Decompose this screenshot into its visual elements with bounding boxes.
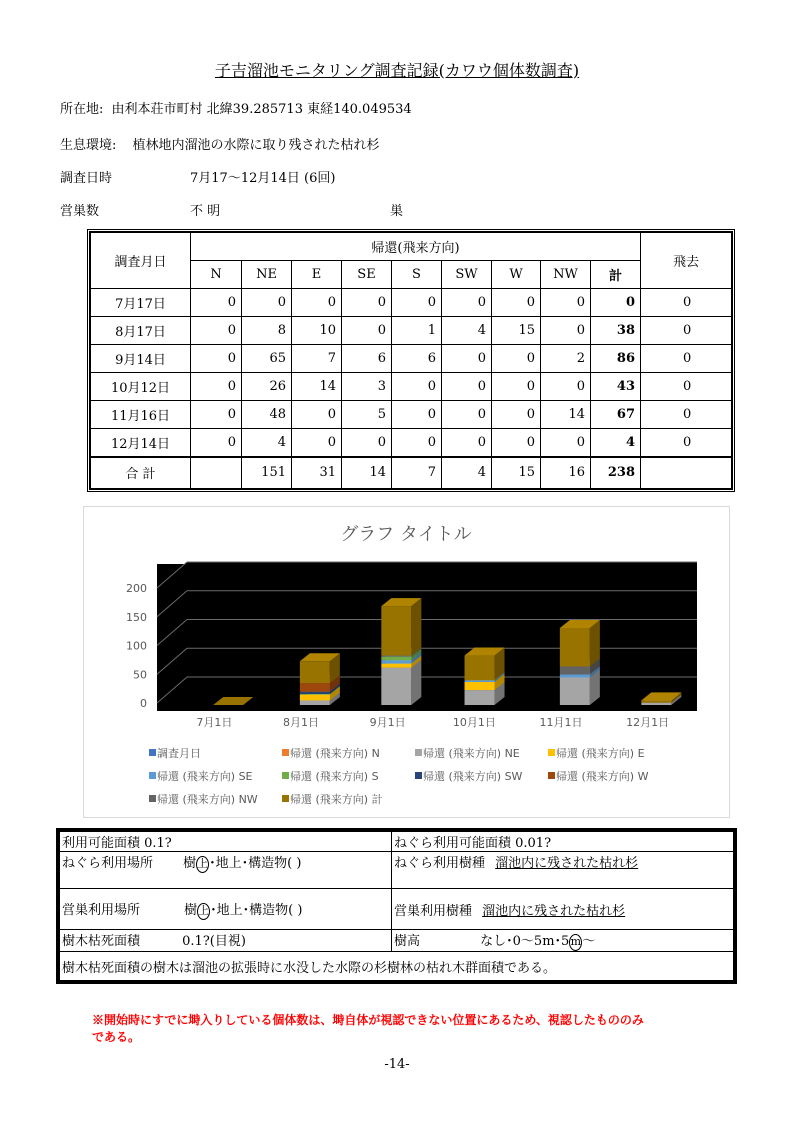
row-value: 0	[492, 401, 541, 429]
table-row	[91, 401, 732, 429]
nest-place-cell	[60, 889, 392, 930]
chart-x-tick-label: 10月1日	[452, 716, 496, 729]
habitat-line	[60, 134, 380, 153]
chart-bar-segment	[381, 668, 411, 705]
height-circled: m	[569, 934, 582, 951]
chart-x-tick-label: 11月1日	[539, 716, 583, 729]
footnote: ※開始時にすでに塒入りしている個体数は、塒自体が視認できない位置にあるため、視認したもののみである。	[92, 1013, 644, 1044]
location-value: 由利本荘市町村 北緯39.285713 東経140.049534	[111, 102, 412, 117]
roost-tree-value: 溜池内に残された枯れ杉	[495, 856, 639, 871]
chart-y-tick-label: 200	[126, 582, 147, 595]
chart-legend-swatch	[415, 772, 422, 779]
row-value: 0	[191, 401, 242, 429]
row-value: 0	[342, 429, 392, 457]
roost-tree-cell	[392, 852, 734, 889]
total-value: 15	[492, 457, 541, 489]
chart-bar-segment	[465, 680, 495, 682]
header-direction: NE	[242, 261, 292, 289]
height-cell	[392, 930, 734, 952]
row-value: 0	[191, 289, 242, 317]
nest-tree-label: 営巣利用樹種	[394, 903, 473, 919]
chart-bar-segment	[300, 700, 330, 705]
page-number: -14-	[384, 1057, 410, 1072]
chart-svg	[84, 507, 729, 817]
chart-legend-swatch	[548, 749, 555, 756]
chart-y-tick-label: 0	[140, 697, 147, 710]
chart-legend-swatch	[415, 749, 422, 756]
chart-x-tick-label: 9月1日	[369, 716, 406, 729]
chart-bar-segment	[381, 664, 411, 668]
chart-bar-segment	[465, 690, 495, 705]
row-value: 15	[492, 317, 541, 345]
habitat-value: 植林地内溜池の水際に取り残された枯れ杉	[132, 138, 380, 153]
chart-legend-swatch	[282, 772, 289, 779]
chart-bar-segment	[560, 628, 590, 667]
chart-x-tick-label: 8月1日	[283, 716, 319, 729]
table-row	[91, 373, 732, 401]
row-value: 0	[292, 429, 342, 457]
total-value: 14	[342, 457, 392, 489]
row-departure: 0	[641, 345, 732, 373]
chart-x-tick-label: 7月1日	[196, 716, 233, 729]
row-date: 8月17日	[91, 317, 191, 345]
row-value: 0	[191, 317, 242, 345]
row-value: 7	[292, 345, 342, 373]
row-date: 9月14日	[91, 345, 191, 373]
row-value: 43	[591, 373, 641, 401]
chart-bar-segment	[641, 703, 671, 705]
nests-line	[60, 200, 460, 218]
page-title: 子吉溜池モニタリング調査記録(カワウ個体数調査)	[214, 61, 580, 80]
roost-place-pre: 樹	[183, 856, 197, 871]
chart-legend-label: 帰還 (飛来方向) NE	[423, 747, 520, 760]
nest-place-post: ･地上･構造物( )	[210, 902, 303, 918]
header-return: 帰還(飛来方向)	[191, 233, 641, 261]
chart-legend-label: 調査月日	[157, 747, 201, 760]
table-row	[91, 317, 732, 345]
row-value: 67	[591, 401, 641, 429]
row-value: 14	[292, 373, 342, 401]
height-pre: なし･0～5m･5	[480, 934, 570, 949]
header-direction: 計	[591, 261, 641, 289]
nests-label: 営巣数	[60, 204, 100, 219]
row-value: 0	[242, 289, 292, 317]
header-direction: S	[392, 261, 442, 289]
row-value: 3	[342, 373, 392, 401]
row-date: 11月16日	[91, 401, 191, 429]
chart-y-tick-label: 150	[126, 610, 147, 624]
chart-bar-segment	[560, 675, 590, 678]
row-value: 0	[191, 373, 242, 401]
survey-date-line	[60, 167, 460, 185]
chart-bar-segment	[465, 682, 495, 690]
row-value: 0	[292, 401, 342, 429]
chart-bar-segment	[381, 606, 411, 655]
row-value: 14	[541, 401, 591, 429]
row-value: 0	[342, 289, 392, 317]
chart-bar-segment	[381, 660, 411, 663]
row-value: 4	[591, 429, 641, 457]
chart-bar-segment	[300, 692, 330, 694]
row-departure: 0	[641, 373, 732, 401]
row-date: 7月17日	[91, 289, 191, 317]
roost-place-post: ･地上･構造物( )	[209, 856, 302, 871]
header-direction: NW	[541, 261, 591, 289]
roost-place-label: ねぐら利用場所	[62, 856, 154, 871]
row-value: 6	[342, 345, 392, 373]
row-value: 0	[191, 429, 242, 457]
row-value: 38	[591, 317, 641, 345]
header-direction: E	[292, 261, 342, 289]
total-value: 16	[541, 457, 591, 489]
height-post: ～	[582, 934, 596, 949]
chart-legend-swatch	[282, 795, 289, 802]
chart-bar-side	[411, 598, 421, 655]
row-value: 0	[442, 373, 492, 401]
chart-y-tick-label: 50	[133, 668, 147, 682]
total-value: 4	[442, 457, 492, 489]
chart-bar-segment	[300, 695, 330, 701]
roost-place-cell	[60, 852, 392, 889]
header-direction: N	[191, 261, 242, 289]
header-date: 調査月日	[91, 233, 191, 289]
row-value: 0	[541, 289, 591, 317]
row-departure: 0	[641, 317, 732, 345]
row-value: 8	[242, 317, 292, 345]
chart-bar-segment	[300, 694, 330, 695]
remark: 樹木枯死面積の樹木は溜池の拡張時に水没した水際の杉樹林の枯れ木群面積である。	[60, 952, 734, 981]
survey-date-label: 調査日時	[60, 171, 113, 186]
table-row	[91, 429, 732, 457]
dead-area-label: 樹木枯死面積	[62, 934, 141, 949]
chart-title: グラフ タイトル	[340, 524, 472, 545]
location-label: 所在地:	[60, 102, 104, 117]
chart-legend-swatch	[149, 795, 156, 802]
row-value: 0	[342, 317, 392, 345]
row-value: 1	[392, 317, 442, 345]
total-value: 238	[591, 457, 641, 489]
chart-legend-swatch	[282, 749, 289, 756]
chart-y-tick-label: 100	[126, 639, 147, 653]
nest-place-circled: 上	[197, 903, 210, 920]
row-value: 10	[292, 317, 342, 345]
table-row	[91, 289, 732, 317]
row-value: 0	[492, 373, 541, 401]
table-row	[91, 345, 732, 373]
chart-legend-label: 帰還 (飛来方向) E	[556, 747, 645, 760]
chart-legend-label: 帰還 (飛来方向) W	[556, 770, 649, 783]
row-departure: 0	[641, 401, 732, 429]
roost-usable-area: ねぐら利用可能面積 0.01?	[392, 832, 734, 852]
chart-legend-label: 帰還 (飛来方向) S	[290, 770, 379, 783]
row-value: 0	[442, 401, 492, 429]
chart-bar-segment	[560, 666, 590, 674]
chart-bar-segment	[465, 656, 495, 681]
chart-bar-side	[411, 660, 421, 705]
row-value: 48	[242, 401, 292, 429]
row-value: 0	[541, 317, 591, 345]
height-label: 樹高	[394, 934, 421, 949]
row-departure: 0	[641, 289, 732, 317]
row-value: 0	[392, 289, 442, 317]
row-value: 0	[591, 289, 641, 317]
chart-legend-label: 帰還 (飛来方向) SE	[157, 770, 253, 783]
chart	[83, 506, 730, 818]
row-value: 5	[342, 401, 392, 429]
chart-legend-label: 帰還 (飛来方向) SW	[423, 770, 523, 783]
row-date: 10月12日	[91, 373, 191, 401]
roost-place-circled: 上	[196, 856, 209, 873]
header-direction: SW	[442, 261, 492, 289]
total-row	[91, 457, 732, 489]
observation-table	[87, 229, 735, 492]
row-value: 0	[541, 429, 591, 457]
chart-legend-label: 帰還 (飛来方向) 計	[290, 793, 383, 806]
chart-legend-label: 帰還 (飛来方向) N	[290, 747, 380, 760]
total-label: 合 計	[91, 457, 191, 489]
row-value: 65	[242, 345, 292, 373]
nest-place-pre: 樹	[184, 902, 198, 918]
row-value: 2	[541, 345, 591, 373]
total-value	[191, 457, 242, 489]
total-value: 151	[242, 457, 292, 489]
row-value: 0	[541, 373, 591, 401]
row-value: 0	[492, 429, 541, 457]
row-value: 0	[442, 345, 492, 373]
dead-area-cell	[60, 930, 392, 952]
header-departure: 飛去	[641, 233, 732, 289]
dead-area-value: 0.1?(目視)	[182, 934, 246, 949]
nest-tree-value: 溜池内に残された枯れ杉	[482, 903, 626, 919]
row-value: 0	[392, 373, 442, 401]
row-value: 4	[242, 429, 292, 457]
row-value: 0	[191, 345, 242, 373]
row-value: 86	[591, 345, 641, 373]
header-direction: SE	[342, 261, 392, 289]
usage-table	[56, 828, 737, 984]
chart-bar-segment	[560, 677, 590, 705]
row-value: 4	[442, 317, 492, 345]
nests-unit: 巣	[390, 204, 404, 219]
nest-tree-cell	[392, 889, 734, 930]
chart-legend-swatch	[149, 772, 156, 779]
chart-legend-label: 帰還 (飛来方向) NW	[157, 793, 258, 806]
chart-bar-side	[590, 620, 600, 667]
chart-bar-segment	[641, 700, 671, 702]
chart-x-tick-label: 12月1日	[626, 716, 670, 729]
chart-bar-segment	[300, 661, 330, 683]
row-value: 0	[392, 429, 442, 457]
chart-legend-swatch	[548, 772, 555, 779]
total-value: 7	[392, 457, 442, 489]
roost-tree-label: ねぐら利用樹種	[394, 856, 486, 871]
row-date: 12月14日	[91, 429, 191, 457]
row-value: 0	[492, 289, 541, 317]
total-value: 31	[292, 457, 342, 489]
row-value: 26	[242, 373, 292, 401]
row-value: 0	[442, 289, 492, 317]
chart-bar-segment	[300, 683, 330, 692]
location-line	[60, 98, 412, 117]
survey-date-value: 7月17～12月14日 (6回)	[190, 171, 336, 186]
row-value: 0	[442, 429, 492, 457]
row-value: 6	[392, 345, 442, 373]
row-value: 0	[492, 345, 541, 373]
row-value: 0	[292, 289, 342, 317]
chart-bar-segment	[381, 657, 411, 660]
header-direction: W	[492, 261, 541, 289]
nest-place-label: 営巣利用場所	[62, 902, 141, 918]
usable-area: 利用可能面積 0.1?	[60, 832, 392, 852]
chart-legend-swatch	[149, 749, 156, 756]
habitat-label: 生息環境:	[60, 138, 117, 153]
row-value: 0	[392, 401, 442, 429]
total-departure	[641, 457, 732, 489]
nests-value: 不 明	[190, 204, 221, 219]
row-departure: 0	[641, 429, 732, 457]
chart-plot-bg	[157, 564, 697, 711]
chart-bar-segment	[381, 656, 411, 657]
